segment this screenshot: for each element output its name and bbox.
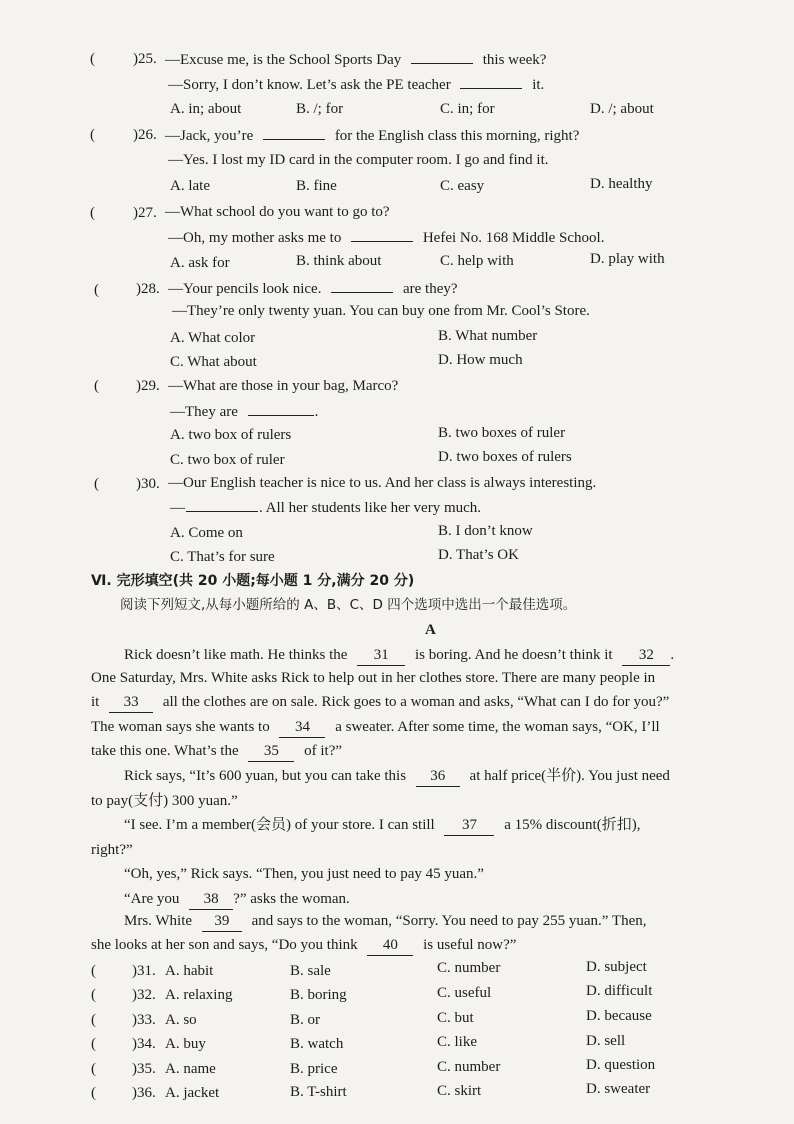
passage-text: of it?” [304,743,343,759]
answer-blank [331,278,393,293]
section-heading: Ⅵ. 完形填空(共 20 小题;每小题 1 分,满分 20 分) [91,573,415,589]
answer-blank [460,74,522,89]
question-line [168,278,458,299]
answer-paren[interactable]: ( [94,282,99,298]
question-text: —Jack, you’re [165,128,254,144]
passage-line [91,717,660,738]
passage-text: . [670,647,675,663]
option-c: C. useful [437,985,492,1001]
passage-text: “Are you [124,891,180,907]
option-a: A. two box of rulers [170,427,292,443]
question-text: —What school do you want to go to? [165,204,390,220]
option-a: A. so [165,1012,197,1028]
passage-text: is useful now?” [423,937,517,953]
question-text: —What are those in your bag, Marco? [168,378,399,394]
passage-text: ?” asks the woman. [233,891,350,907]
passage-text: The woman says she wants to [91,719,270,735]
question-number: )36. [132,1085,156,1101]
passage-text: at half price(半价). You just need [469,768,670,784]
question-text: —Yes. I lost my ID card in the computer room. I go and find it. [168,152,549,168]
option-d: D. subject [586,959,647,975]
passage-text: and says to the woman, “Sorry. You need to pay 255 yuan.” Then, [251,913,647,929]
answer-paren[interactable]: ( [94,476,99,492]
cloze-blank-35: 35 [248,741,294,762]
option-d: D. /; about [590,101,654,117]
option-d: D. healthy [590,176,653,192]
option-a: A. buy [165,1036,206,1052]
option-d: D. sell [586,1033,626,1049]
passage-text: it [91,694,100,710]
passage-text: a 15% discount(折扣), [504,817,641,833]
cloze-blank-39: 39 [202,911,242,932]
question-number: )28. [136,281,160,297]
question-text: —Excuse me, is the School Sports Day [165,52,402,68]
passage-line [124,889,350,910]
passage-text: all the clothes are on sale. Rick goes to a woman and asks, “What can I do for you?” [162,694,670,710]
response-line [170,497,481,518]
question-text: . All her students like her very much. [259,500,482,516]
question-text: —They’re only twenty yuan. You can buy one from Mr. Cool’s Store. [172,303,590,319]
question-text: this week? [482,52,547,68]
option-d: D. play with [590,251,665,267]
option-b: B. What number [438,328,538,344]
option-c: C. in; for [440,101,495,117]
option-a: A. late [170,178,210,194]
passage-line [124,815,640,836]
option-c: C. two box of ruler [170,452,285,468]
cloze-blank-40: 40 [367,935,413,956]
passage-line [91,935,516,956]
option-c: C. What about [170,354,257,370]
option-d: D. sweater [586,1081,651,1097]
cloze-blank-33: 33 [109,692,153,713]
passage-title: A [425,622,436,638]
passage-text: take this one. What’s the [91,743,239,759]
passage-text: “I see. I’m a member(会员) of your store. I can still [124,817,435,833]
passage-line: to pay(支付) 300 yuan.” [91,793,238,809]
option-d: D. That’s OK [438,547,519,563]
cloze-blank-34: 34 [279,717,325,738]
question-line [168,376,398,396]
option-b: B. /; for [296,101,344,117]
option-d: D. because [586,1008,652,1024]
cloze-blank-38: 38 [189,889,233,910]
question-text: — [170,500,185,516]
option-b: B. think about [296,253,382,269]
option-b: B. fine [296,178,337,194]
option-a: A. Come on [170,525,243,541]
question-line [165,49,546,70]
answer-paren[interactable]: ( [94,378,99,394]
passage-line [124,645,674,666]
option-b: B. or [290,1012,320,1028]
question-number: )25. [133,51,157,67]
option-a: A. in; about [170,101,242,117]
question-text: are they? [402,281,458,297]
passage-line [91,692,669,713]
option-a: A. habit [165,963,214,979]
passage-line [91,741,342,762]
option-d: D. How much [438,352,523,368]
question-number: )27. [133,205,157,221]
option-d: D. question [586,1057,656,1073]
passage-text: a sweater. After some time, the woman says, “OK, I’ll [335,719,660,735]
question-number: )35. [132,1061,156,1077]
passage-line: One Saturday, Mrs. White asks Rick to help out in her clothes store. There are many people in [91,670,656,686]
answer-paren[interactable]: ( [91,963,96,979]
cloze-blank-36: 36 [416,766,460,787]
question-line [168,473,596,493]
question-number: )33. [132,1012,156,1028]
option-a: A. What color [170,330,256,346]
option-b: B. I don’t know [438,523,533,539]
passage-text: is boring. And he doesn’t think it [414,647,613,663]
passage-line [124,911,647,932]
option-c: C. That’s for sure [170,549,275,565]
question-line [165,125,579,146]
option-c: C. number [437,960,501,976]
question-number: )34. [132,1036,156,1052]
cloze-blank-32: 32 [622,645,670,666]
response-line [168,150,549,170]
option-b: B. sale [290,963,331,979]
response-line [168,227,604,248]
cloze-blank-37: 37 [444,815,494,836]
question-line [165,202,390,222]
option-b: B. T-shirt [290,1084,347,1100]
passage-line: “Oh, yes,” Rick says. “Then, you just need to pay 45 yuan.” [124,866,484,882]
option-b: B. price [290,1061,338,1077]
question-text: it. [532,77,545,93]
option-c: C. number [437,1059,501,1075]
passage-text: Rick doesn’t like math. He thinks the [124,647,348,663]
answer-paren[interactable]: ( [91,1012,96,1028]
answer-blank [411,49,473,64]
answer-blank [263,125,325,140]
option-a: A. relaxing [165,987,233,1003]
passage-text: she looks at her son and says, “Do you think [91,937,358,953]
question-text: for the English class this morning, right? [334,128,580,144]
question-text: —Oh, my mother asks me to [168,230,342,246]
answer-blank [186,497,258,512]
question-number: )30. [136,476,160,492]
section-instruction: 阅读下列短文,从每小题所给的 A、B、C、D 四个选项中选出一个最佳选项。 [120,597,577,613]
option-d: D. difficult [586,983,653,999]
option-c: C. but [437,1010,474,1026]
option-c: C. like [437,1034,477,1050]
response-line [168,74,544,95]
passage-line: right?” [91,842,133,858]
passage-text: Rick says, “It’s 600 yuan, but you can take this [124,768,407,784]
question-number: )32. [132,987,156,1003]
question-text: —Our English teacher is nice to us. And her class is always interesting. [168,475,597,491]
answer-blank [248,401,314,416]
response-line [172,301,590,321]
option-a: A. ask for [170,255,230,271]
option-a: A. name [165,1061,216,1077]
answer-paren[interactable]: ( [91,1061,96,1077]
option-b: B. two boxes of ruler [438,425,566,441]
option-c: C. help with [440,253,514,269]
question-number: )29. [136,378,160,394]
option-b: B. watch [290,1036,344,1052]
question-text: —They are [170,404,238,420]
response-line [170,401,318,422]
option-d: D. two boxes of rulers [438,449,572,465]
answer-paren[interactable]: ( [91,987,96,1003]
question-text: . [314,404,319,420]
question-number: )26. [133,127,157,143]
passage-line [124,766,670,787]
option-a: A. jacket [165,1085,220,1101]
option-b: B. boring [290,987,347,1003]
question-text: —Sorry, I don’t know. Let’s ask the PE teacher [168,77,451,93]
answer-paren[interactable]: ( [91,1036,96,1052]
question-number: )31. [132,963,156,979]
option-c: C. skirt [437,1083,482,1099]
question-text: Hefei No. 168 Middle School. [422,230,605,246]
answer-paren[interactable]: ( [90,205,95,221]
cloze-blank-31: 31 [357,645,405,666]
answer-paren[interactable]: ( [90,127,95,143]
passage-text: Mrs. White [124,913,193,929]
answer-blank [351,227,413,242]
option-c: C. easy [440,178,485,194]
question-text: —Your pencils look nice. [168,281,322,297]
answer-paren[interactable]: ( [90,51,95,67]
answer-paren[interactable]: ( [91,1085,96,1101]
